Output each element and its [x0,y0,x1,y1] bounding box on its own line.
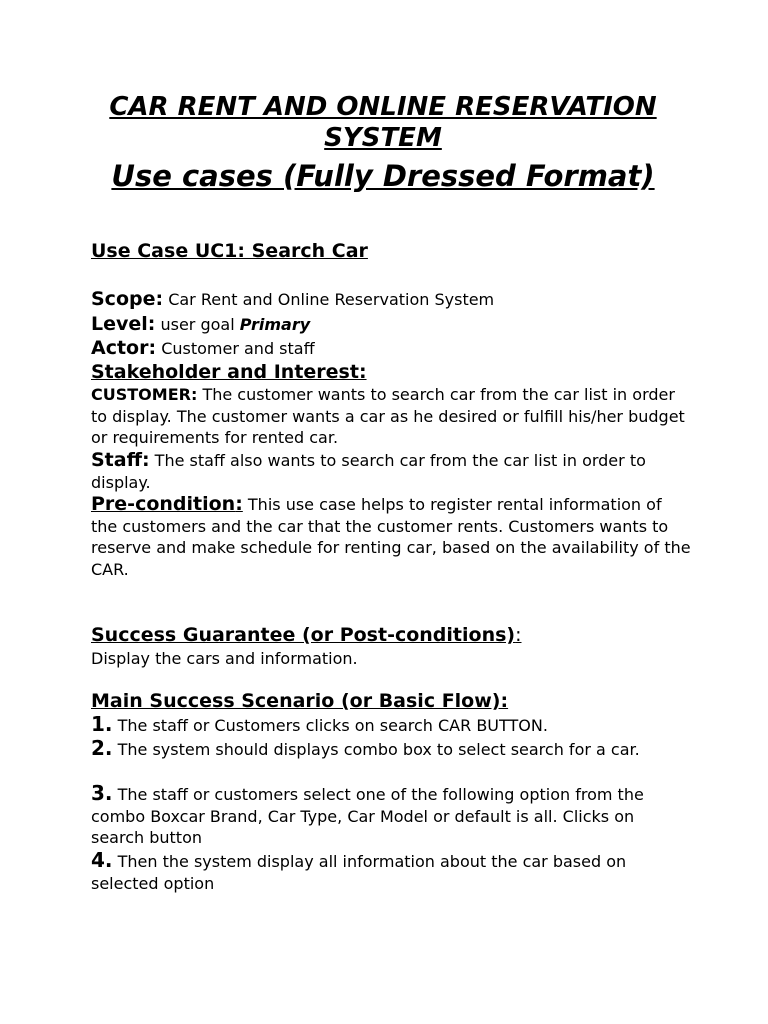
customer-label: CUSTOMER: [91,385,198,404]
level-label: Level [91,313,148,335]
scope-colon: : [155,288,164,310]
success-guarantee-text: Display the cars and information. [91,649,358,668]
scenario-step [91,850,691,894]
use-case-heading: Use Case UC1: Search Car [91,240,368,262]
scope-label: Scope [91,288,156,310]
success-guarantee-heading: Success Guarantee (or Post-conditions) [91,624,516,646]
stakeholder-heading: Stakeholder and Interest: [91,361,367,383]
step-text: The staff or customers select one of the following option from the combo Boxcar Brand, Car Type, Car Model or default is all. Clicks on search button [91,785,644,847]
scope-line [91,288,494,310]
stakeholder-heading-line [91,361,367,383]
document-title: CAR RENT AND ONLINE RESERVATION SYSTEM [109,92,657,153]
step-text: The system should displays combo box to select search for a car. [117,740,640,759]
actor-value: Customer and staff [161,339,315,358]
step-number: 1. [91,712,113,736]
main-scenario-heading-line [91,690,508,712]
precondition-colon: : [235,493,243,515]
step-text: Then the system display all information about the car based on selected option [91,852,627,893]
step-text: The staff or Customers clicks on search CAR BUTTON. [117,716,548,735]
success-guarantee-colon: : [515,624,522,646]
success-guarantee-heading-line [91,624,522,646]
main-scenario-heading: Main Success Scenario (or Basic Flow): [91,690,509,712]
actor-label: Actor [91,337,149,359]
scenario-step [91,738,691,761]
step-number: 4. [91,848,113,872]
actor-colon: : [148,337,157,359]
level-value: user goal [160,315,235,334]
scenario-step [91,714,691,737]
actor-line [91,337,315,359]
staff-text: The staff also wants to search car from the car list in order to display. [91,451,646,492]
scope-value: Car Rent and Online Reservation System [168,290,495,309]
level-colon: : [147,313,156,335]
customer-text: The customer wants to search car from the car list in order to display. The customer wants a car as he desired or fulfill his/her budget or requirements for rented car. [91,385,685,447]
staff-label: Staff: [91,449,150,471]
step-number: 2. [91,736,113,760]
scenario-step [91,783,691,849]
level-emphasis: Primary [239,315,311,334]
step-number: 3. [91,781,113,805]
precondition-text: This use case helps to register rental information of the customers and the car that the customer rents. Customers wants to reserve and make schedule for renting car, based on the availability of the CAR. [91,495,691,579]
customer-paragraph [91,384,691,449]
precondition-paragraph [91,494,691,580]
level-line [91,313,310,335]
precondition-label: Pre-condition [91,493,236,515]
staff-paragraph [91,450,691,493]
document-subtitle: Use cases (Fully Dressed Format) [111,159,655,193]
